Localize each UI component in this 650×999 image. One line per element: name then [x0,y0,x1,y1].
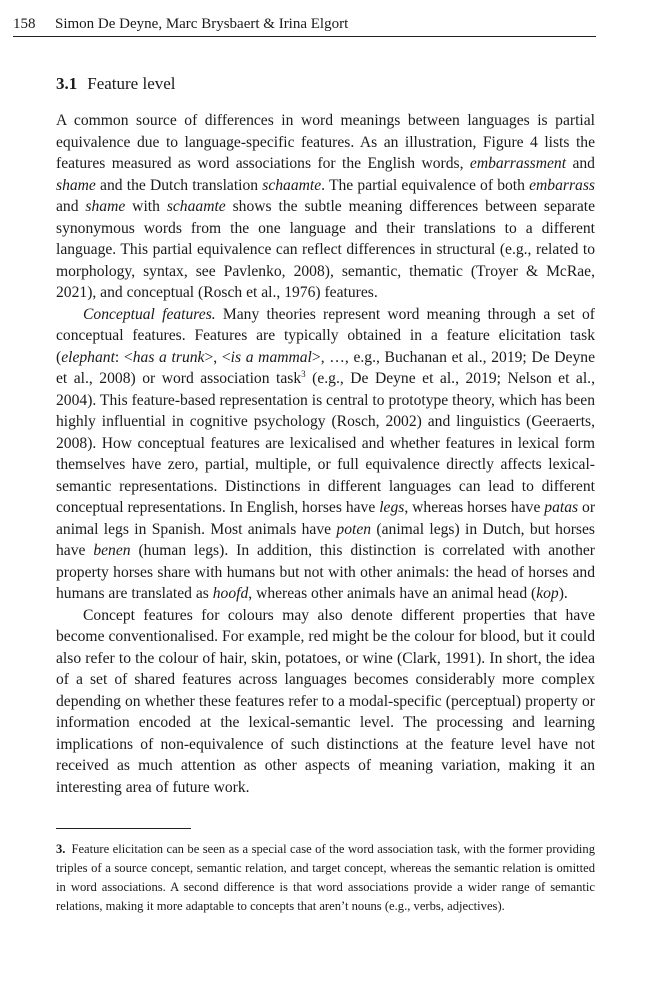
section-title: Feature level [87,74,176,93]
text-run: (e.g., De Deyne et al., 2019; Nelson et al., 2004). This feature-based representation is central to prototype theory, which has been highly influential in cognitive psychology (Rosch, 2002) and linguistics (Geeraerts, 2008). How conceptual features are lexicalised and whether features in lexical form themselves have zero, partial, multiple, or full equivalence directly affects lexical-semantic representations. Distinctions in different languages can lead to different conceptual representations. In English, horses have [56,370,595,516]
page-number: 158 [13,16,36,32]
italic-term: schaamte [166,198,226,215]
italic-term: schaamte [262,176,322,194]
text-run: Many theories represent word meaning through a set of conceptual features. Features are typically obtained in a feature elicitation task ( [56,305,595,366]
text-run: >, < [204,348,231,366]
italic-term: has a trunk [132,348,205,366]
text-run: ). [558,585,568,602]
running-head [13,14,596,37]
text-run: , whereas other animals have an animal head ( [248,585,537,602]
italic-term: hoofd [212,585,249,602]
footnote-reference[interactable]: 3 [301,368,306,379]
text-run: and the Dutch translation [95,176,263,194]
text-run: with [125,198,167,215]
text-run: . The partial equivalence of both [321,176,530,194]
text-run: (human legs). In addition, this distinction is correlated with another property horses share with humans but not with other animals: the head of horses and humans are translated as [56,542,595,602]
italic-term: elephant [61,348,115,366]
italic-term: shame [56,176,96,194]
paragraph-lead: Conceptual features. [83,305,216,323]
footnote-divider [56,828,191,829]
text-run: shows the subtle meaning differences between separate synonymous words from the one language and their translations to a different language. This partial equivalence can reflect differences in structural (e.g., related to morphology, syntax, see Pavlenko, 2008), semantic, thematic (Troyer & McRae, 2021), and conceptual (Rosch et al., 1976) features. [56,198,595,301]
text-run: and [56,198,86,215]
paragraph-3: Concept features for colours may also denote different properties that have become conventionalised. For example, red might be the colour for blood, but it could also refer to the colour of hair, skin, potatoes, or wine (Clark, 1991). In short, the idea of a set of shared features across languages becomes considerably more complex depending on whether these features refer to a modal-specific (perceptual) property or information encoded at the lexical-semantic level. The processing and learning implications of non-equivalence of such distinctions at the feature level have not received as much attention as other aspects of meaning variation, making it an interesting area of future work. [56,606,595,796]
italic-term: shame [85,198,126,215]
paragraph-1 [56,110,595,304]
text-run: >, …, e.g., Buchanan et al., 2019; De Deyne et al., 2008) or word association task [56,348,595,387]
italic-term: embarrass [529,176,595,194]
italic-term: legs [379,499,405,516]
footnote [56,840,595,916]
text-run: (animal legs) in Dutch, but horses have [56,520,595,559]
italic-term: patas [544,499,579,516]
text-run: : < [114,348,133,366]
text-run: , whereas horses have [404,499,545,516]
text-run: and [566,155,595,172]
italic-term: embarrassment [469,155,567,172]
body-text [56,110,595,798]
italic-term: is a mammal [230,348,312,366]
footnote-text: Feature elicitation can be seen as a special case of the word association task, with the former providing triples of a source concept, semantic relation, and target concept, whereas the semantic relation is omitted in word associations. A second difference is that word associations provide a wider range of semantic relations, making it more adaptable to concepts that aren’t nouns (e.g., verbs, adjectives). [56,842,595,913]
italic-term: benen [93,542,131,559]
italic-term: kop [536,585,559,602]
section-number: 3.1 [56,74,78,93]
italic-term: poten [336,520,372,538]
running-head-authors: Simon De Deyne, Marc Brysbaert & Irina Elgort [55,16,349,32]
paragraph-2 [56,304,595,605]
footnote-number: 3. [56,842,66,856]
section-heading [56,73,176,95]
text-run: or animal legs in Spanish. Most animals have [56,499,596,538]
text-run: A common source of differences in word meanings between languages is partial equivalence due to language-specific features. As an illustration, Figure 4 lists the features measured as word associations for the English words, [56,112,595,172]
